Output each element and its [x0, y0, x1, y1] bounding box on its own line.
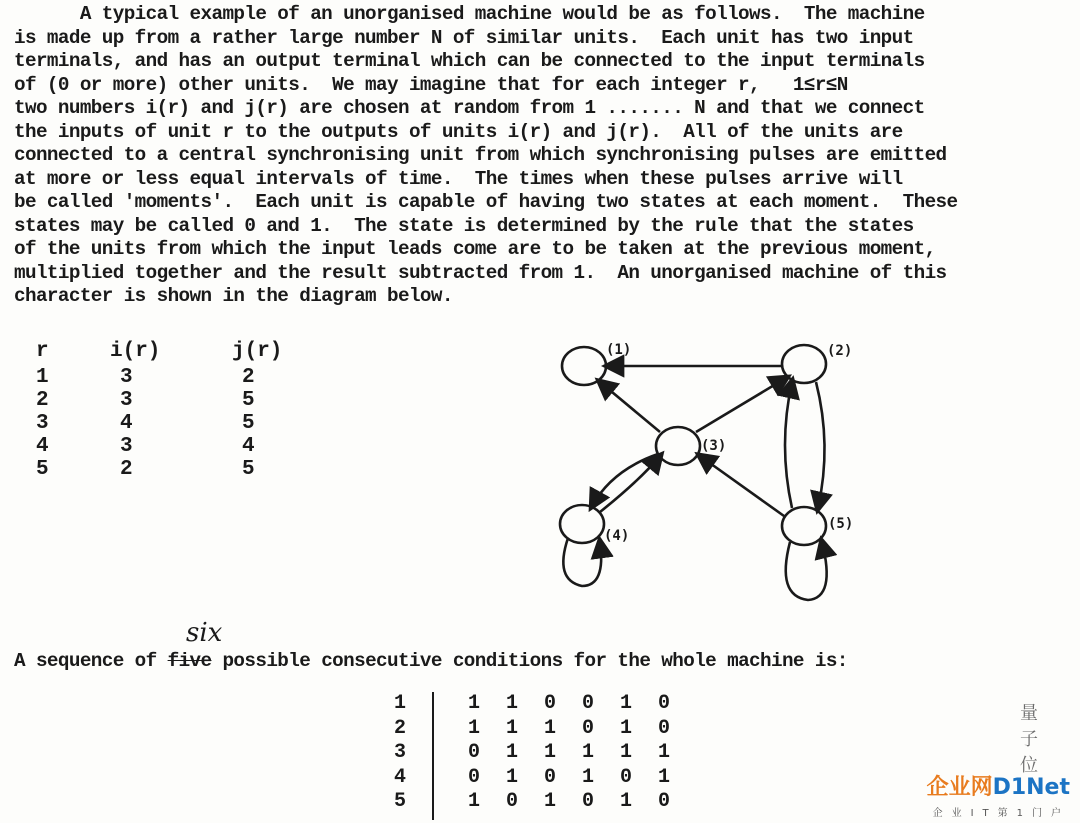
edge-5-to-3 — [700, 456, 784, 516]
sequence-row-label: 4 — [394, 765, 407, 789]
node-5-label: (5) — [828, 516, 854, 532]
sequence-cell: 0 — [582, 692, 595, 715]
self-loop-5 — [786, 542, 827, 600]
node-3-label: (3) — [701, 438, 727, 454]
watermark-logo-b: D1Net — [992, 775, 1070, 800]
text-line: states may be called 0 and 1. The state is determined by the rule that the states — [14, 214, 914, 237]
text-line: is made up from a rather large number N of similar units. Each unit has two input — [14, 26, 914, 49]
table-cell: 5 — [242, 458, 255, 481]
sequence-cell: 0 — [658, 716, 671, 740]
sequence-cell: 0 — [468, 765, 481, 789]
sequence-cell: 0 — [544, 765, 557, 789]
sequence-cell: 1 — [468, 790, 481, 813]
text-line: the inputs of unit r to the outputs of units i(r) and j(r). All of the units are — [14, 120, 903, 143]
sequence-cell: 1 — [468, 692, 481, 715]
sequence-cell: 1 — [506, 741, 519, 764]
sequence-cell: 0 — [506, 790, 519, 813]
sequence-cell: 1 — [658, 765, 671, 789]
text-line: character is shown in the diagram below. — [14, 285, 453, 307]
node-2-label: (2) — [827, 343, 853, 359]
table-cell: 3 — [120, 435, 133, 458]
sequence-cell: 1 — [620, 741, 633, 764]
sequence-cell: 1 — [544, 741, 557, 764]
edge-5-to-2 — [785, 382, 792, 508]
text-line: two numbers i(r) and j(r) are chosen at random from 1 ....... N and that we connect — [14, 97, 925, 119]
text-line: of the units from which the input leads come are to be taken at the previous moment, — [14, 238, 936, 260]
network-diagram — [540, 330, 870, 610]
node-1-circle — [562, 347, 606, 385]
state-sequence-table — [388, 692, 688, 820]
table-cell: 4 — [36, 435, 49, 458]
sequence-cell: 0 — [468, 741, 481, 764]
node-5-circle — [782, 507, 826, 545]
sequence-row-label: 5 — [394, 790, 407, 813]
sequence-cell: 1 — [506, 692, 519, 715]
table-cell: 4 — [120, 412, 133, 435]
watermark-logo — [927, 770, 1070, 801]
sequence-cell: 1 — [506, 716, 519, 740]
node-2-circle — [782, 345, 826, 383]
sequence-row-label: 3 — [394, 741, 407, 764]
sequence-cell: 0 — [582, 790, 595, 813]
table-cell: 5 — [36, 458, 49, 481]
header-cell: j(r) — [232, 340, 283, 363]
sequence-row-label: 1 — [394, 692, 407, 715]
sequence-cell: 1 — [544, 790, 557, 813]
sequence-cell: 0 — [658, 692, 671, 715]
edge-2-to-5 — [816, 382, 825, 508]
sequence-prefix: A sequence of — [14, 650, 168, 672]
watermark-logo-a: 企业网 — [926, 775, 993, 800]
header-cell: r — [36, 340, 49, 363]
sequence-cell: 1 — [620, 790, 633, 813]
table-cell: 5 — [242, 412, 255, 435]
sequence-cell: 1 — [468, 716, 481, 740]
sequence-cell: 0 — [544, 692, 557, 715]
sequence-cell: 1 — [620, 716, 633, 740]
node-4-label: (4) — [604, 528, 630, 544]
sequence-row-label: 2 — [394, 716, 407, 740]
table-divider — [432, 692, 434, 820]
struck-word: five — [167, 650, 212, 672]
sequence-cell: 1 — [506, 765, 519, 789]
edge-3-to-1 — [600, 382, 660, 432]
sequence-cell: 0 — [658, 790, 671, 813]
text-line: be called 'moments'. Each unit is capable of having two states at each moment. These — [14, 191, 958, 213]
table-cell: 3 — [120, 366, 133, 389]
handwritten-correction: six — [186, 618, 223, 648]
sequence-cell: 1 — [658, 741, 671, 764]
edge-3-to-4 — [592, 454, 658, 506]
text-line: terminals, and has an output terminal which can be connected to the input terminals — [14, 50, 925, 72]
node-3-circle — [656, 427, 700, 465]
header-cell: i(r) — [110, 340, 161, 363]
sequence-suffix: possible consecutive conditions for the whole machine is: — [211, 650, 848, 672]
table-cell: 4 — [242, 435, 255, 458]
sequence-cell: 0 — [620, 765, 633, 789]
table-cell: 5 — [242, 389, 255, 412]
edge-3-to-2 — [696, 378, 786, 432]
table-cell: 1 — [36, 366, 49, 389]
table-cell: 3 — [36, 412, 49, 435]
text-line: at more or less equal intervals of time. The times when these pulses arrive will — [14, 167, 903, 190]
watermark-tagline: 企业IT第1门户 — [932, 808, 1070, 819]
self-loop-4 — [563, 538, 601, 586]
table-cell: 2 — [120, 458, 133, 481]
table-cell: 3 — [120, 389, 133, 412]
text-line: multiplied together and the result subtracted from 1. An unorganised machine of this — [14, 261, 947, 284]
text-line: of (0 or more) other units. We may imagine that for each integer r, 1≤r≤N — [14, 73, 848, 96]
text-line: A typical example of an unorganised machine would be as follows. The machine — [14, 3, 925, 25]
node-4-circle — [560, 505, 604, 543]
sequence-cell: 1 — [582, 741, 595, 764]
sequence-cell: 1 — [620, 692, 633, 715]
text-line: connected to a central synchronising unit from which synchronising pulses are emitted — [14, 144, 947, 166]
table-cell: 2 — [36, 389, 49, 412]
sequence-cell: 0 — [582, 716, 595, 740]
table-cell: 2 — [242, 366, 255, 389]
node-1-label: (1) — [606, 342, 632, 358]
sequence-cell: 1 — [582, 765, 595, 789]
watermark-wechat-name: 量子位 — [1020, 703, 1038, 776]
sequence-heading — [14, 650, 848, 672]
sequence-cell: 1 — [544, 716, 557, 740]
